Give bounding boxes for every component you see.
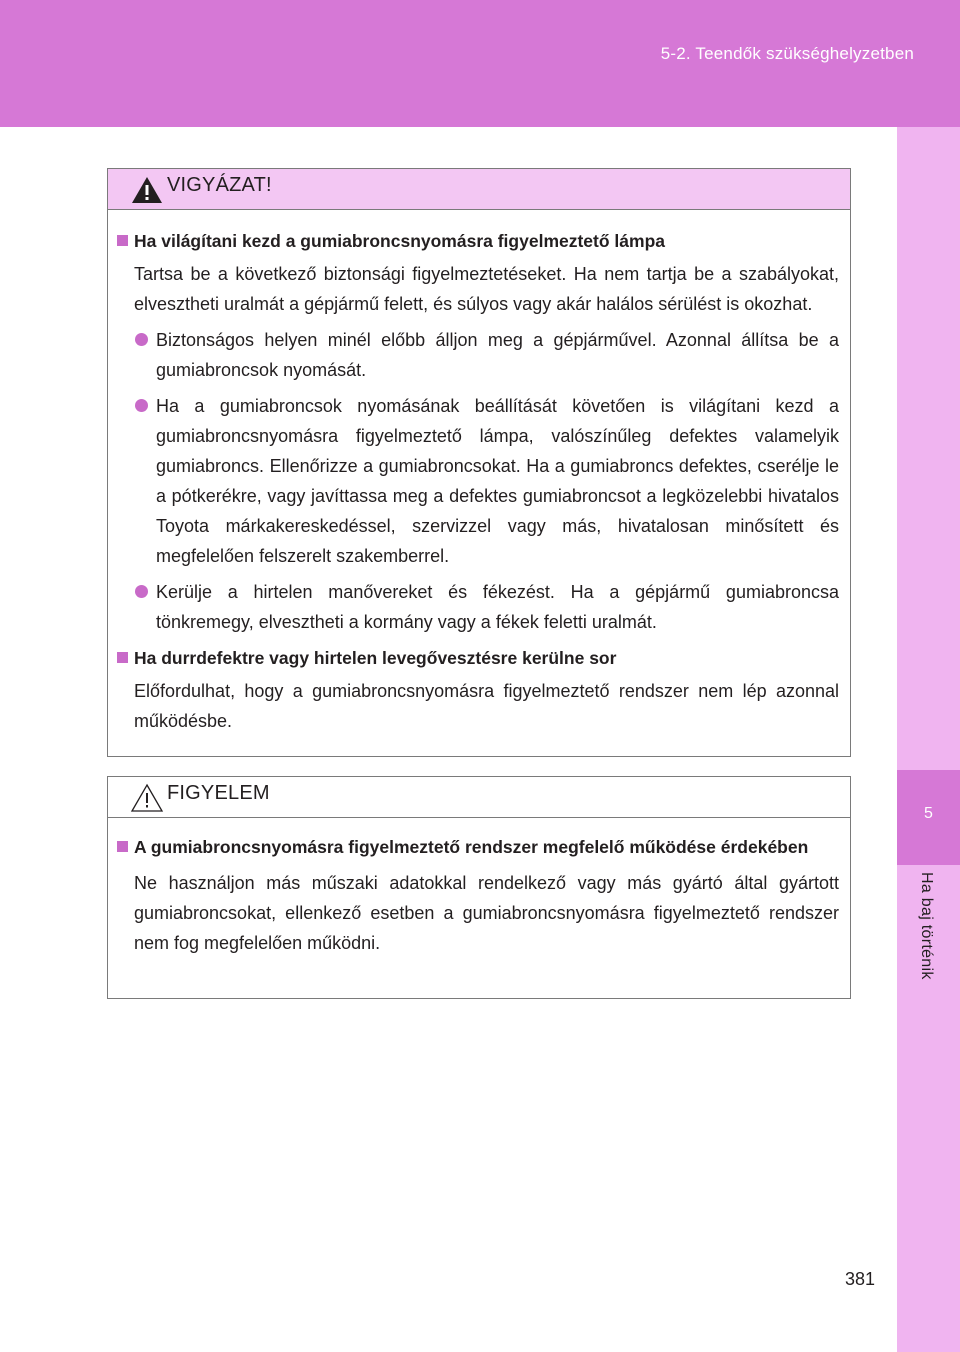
- square-bullet-icon: [117, 652, 128, 663]
- list-item: [117, 325, 839, 385]
- section-heading-text: Ha világítani kezd a gumiabroncsnyomásra figyelmeztető lámpa: [134, 231, 665, 251]
- round-bullet-icon: [135, 333, 148, 346]
- notice-title: FIGYELEM: [167, 782, 270, 804]
- paragraph: Előfordulhat, hogy a gumiabroncsnyomásra figyelmeztető rendszer nem lép azonnal működésbe.: [134, 681, 839, 731]
- list-item: [117, 577, 839, 637]
- caution-body: [108, 210, 850, 752]
- list-item-text: Ha a gumiabroncsok nyomásának beállítását követően is világítani kezd a gumiabroncsnyomásra figyelmeztető lámpa, valószínűleg defektes valamelyik gumiabroncs. Ellenőrizze a gumiabroncsokat. Ha a gumiabroncs defektes, cserélje le a pótkerékre, vagy javíttassa meg a defektes gumiabroncsot a legközelebbi hivatalos Toyota márkakereskedéssel, szervizzel vagy más, hivatalosan minősített és megfelelően felszerelt szakemberrel.: [156, 396, 839, 566]
- paragraph: Tartsa be a következő biztonsági figyelmeztetéseket. Ha nem tartja be a szabályokat, elvesztheti uralmát a gépjármű felett, és súlyos vagy akár halálos sérülést is okozhat.: [134, 264, 839, 314]
- warning-triangle-icon: [130, 175, 164, 205]
- page-number: 381: [845, 1269, 876, 1289]
- section-title: 5-2. Teendők szükséghelyzetben: [660, 44, 914, 63]
- caution-header: [108, 169, 850, 210]
- notice-header: [108, 777, 850, 818]
- chapter-tab: [897, 127, 960, 1352]
- square-bullet-icon: [117, 841, 128, 852]
- section-heading: [117, 226, 839, 256]
- section-heading: [117, 643, 839, 673]
- notice-box: [107, 776, 851, 999]
- warning-triangle-outline-icon: [130, 783, 164, 813]
- caution-title: VIGYÁZAT!: [167, 174, 272, 196]
- round-bullet-icon: [135, 585, 148, 598]
- square-bullet-icon: [117, 235, 128, 246]
- caution-box: [107, 168, 851, 757]
- section-heading-text: A gumiabroncsnyomásra figyelmeztető rendszer megfelelő működése érdekében: [134, 837, 809, 857]
- section-heading: [117, 832, 839, 862]
- paragraph: Ne használjon más műszaki adatokkal rendelkező vagy más gyártó által gyártott gumiabroncsokat, ellenkező esetben a gumiabroncsnyomásra figyelmeztető rendszer nem fog megfelelően működni.: [134, 873, 839, 953]
- notice-body: [108, 818, 850, 974]
- section-heading-text: Ha durrdefektre vagy hirtelen levegővesztésre kerülne sor: [134, 648, 617, 668]
- round-bullet-icon: [135, 399, 148, 412]
- list-item: [117, 391, 839, 571]
- list-item-text: Kerülje a hirtelen manővereket és fékezést. Ha a gépjármű gumiabroncsa tönkremegy, elvesztheti a kormány vagy a fékek feletti uralmát.: [156, 582, 839, 632]
- chapter-label: Ha baj történik: [918, 872, 935, 980]
- list-item-text: Biztonságos helyen minél előbb álljon meg a gépjárművel. Azonnal állítsa be a gumiabroncsok nyomását.: [156, 330, 839, 380]
- chapter-number: 5: [924, 805, 933, 822]
